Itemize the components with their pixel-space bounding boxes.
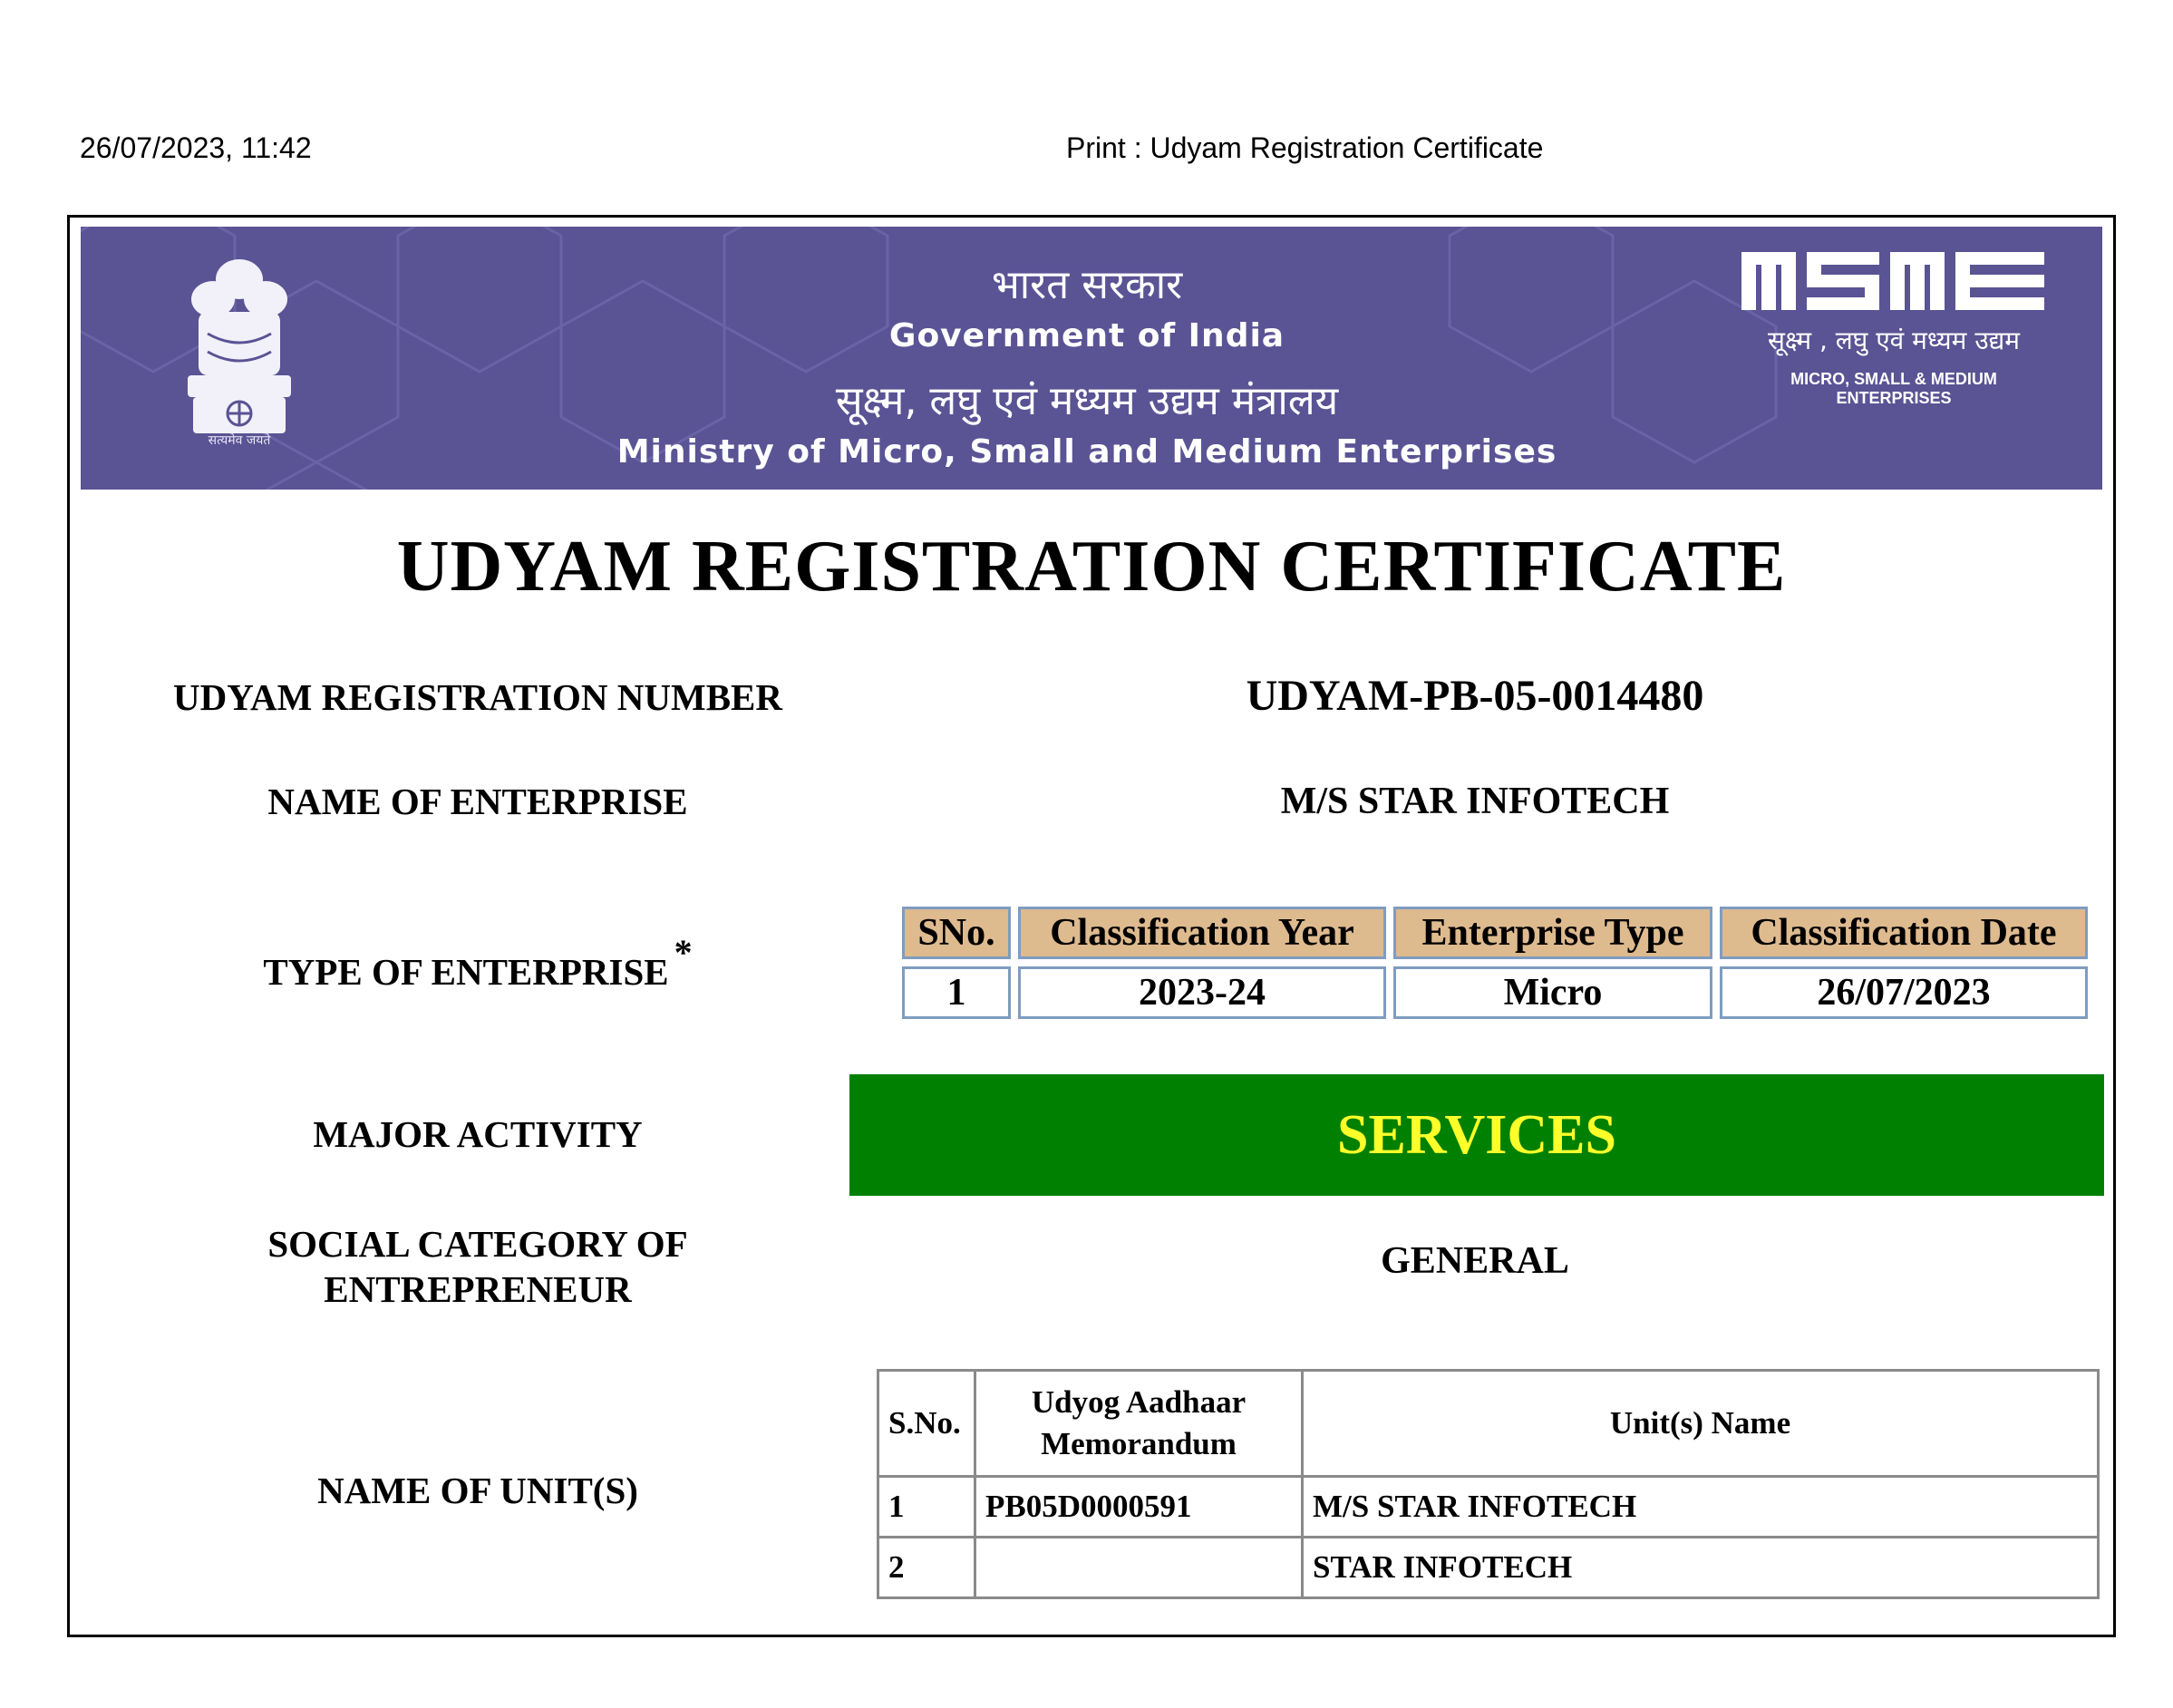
units-header-sno: S.No.: [878, 1371, 975, 1477]
classification-header: Classification Date: [1720, 907, 2088, 959]
units-header-uam: [975, 1371, 1303, 1477]
classification-header: Enterprise Type: [1393, 907, 1712, 959]
print-header: [0, 131, 2173, 168]
print-datetime: 26/07/2023, 11:42: [80, 131, 312, 164]
banner-hindi-government: भारत सरकार: [991, 262, 1183, 308]
units-cell-sno: 1: [878, 1477, 975, 1538]
classification-header: SNo.: [902, 907, 1011, 959]
footnote-mark: *: [674, 932, 693, 973]
classification-cell: 1: [902, 966, 1011, 1019]
msme-logo-english: MICRO, SMALL & MEDIUM ENTERPRISES: [1790, 370, 1997, 407]
table-row: [878, 1477, 2099, 1538]
classification-table: [895, 899, 2095, 1026]
classification-cell: 2023-24: [1018, 966, 1386, 1019]
units-cell-name: STAR INFOTECH: [1303, 1538, 2099, 1598]
major-activity-label: MAJOR ACTIVITY: [313, 1113, 643, 1155]
msme-logo: [1740, 248, 2048, 421]
classification-header: Classification Year: [1018, 907, 1386, 959]
enterprise-type-label: [124, 932, 831, 994]
emblem-caption: सत्यमेव जयते: [208, 433, 271, 448]
units-cell-uam: [975, 1538, 1303, 1598]
units-header-uam-line-1: Udyog Aadhaar: [1031, 1384, 1247, 1420]
units-cell-sno: 2: [878, 1538, 975, 1598]
social-category-label-line-1: SOCIAL CATEGORY OF: [267, 1223, 688, 1265]
print-title: Print : Udyam Registration Certificate: [1066, 131, 1544, 164]
banner-government-of-india: Government of India: [888, 317, 1285, 354]
units-table: [877, 1369, 2100, 1599]
enterprise-name-label: NAME OF ENTERPRISE: [267, 781, 688, 822]
enterprise-type-label-text: TYPE OF ENTERPRISE: [263, 951, 669, 993]
msme-logo-hindi: सूक्ष्म , लघु एवं मध्यम उद्यम: [1767, 325, 2021, 355]
certificate-title: UDYAM REGISTRATION CERTIFICATE: [396, 527, 1787, 607]
units-header-name: Unit(s) Name: [1303, 1371, 2099, 1477]
state-emblem-icon: [171, 252, 307, 461]
classification-cell: Micro: [1393, 966, 1712, 1019]
units-label: NAME OF UNIT(S): [317, 1470, 638, 1511]
registration-number-value: UDYAM-PB-05-0014480: [1246, 672, 1704, 720]
table-row: [878, 1538, 2099, 1598]
certificate: [67, 215, 2116, 1637]
major-activity-value: SERVICES: [849, 1074, 2104, 1196]
classification-header-row: [902, 907, 2088, 959]
classification-row: [902, 966, 2088, 1019]
units-header-uam-line-2: Memorandum: [1041, 1426, 1237, 1461]
banner-ministry-name: Ministry of Micro, Small and Medium Enterprises: [616, 433, 1557, 471]
registration-number-label: UDYAM REGISTRATION NUMBER: [172, 676, 782, 718]
banner-hindi-ministry: सूक्ष्म, लघु एवं मध्यम उद्यम मंत्रालय: [835, 378, 1339, 424]
social-category-label-line-2: ENTREPRENEUR: [324, 1268, 632, 1310]
units-cell-uam: PB05D0000591: [975, 1477, 1303, 1538]
social-category-label: [124, 1221, 831, 1312]
government-banner: [81, 227, 2102, 490]
msme-logo-icon: [1740, 248, 2048, 314]
units-cell-name: M/S STAR INFOTECH: [1303, 1477, 2099, 1538]
enterprise-name-value: M/S STAR INFOTECH: [1280, 781, 1670, 822]
classification-cell: 26/07/2023: [1720, 966, 2088, 1019]
units-header-row: [878, 1371, 2099, 1477]
social-category-value: GENERAL: [1381, 1240, 1569, 1282]
